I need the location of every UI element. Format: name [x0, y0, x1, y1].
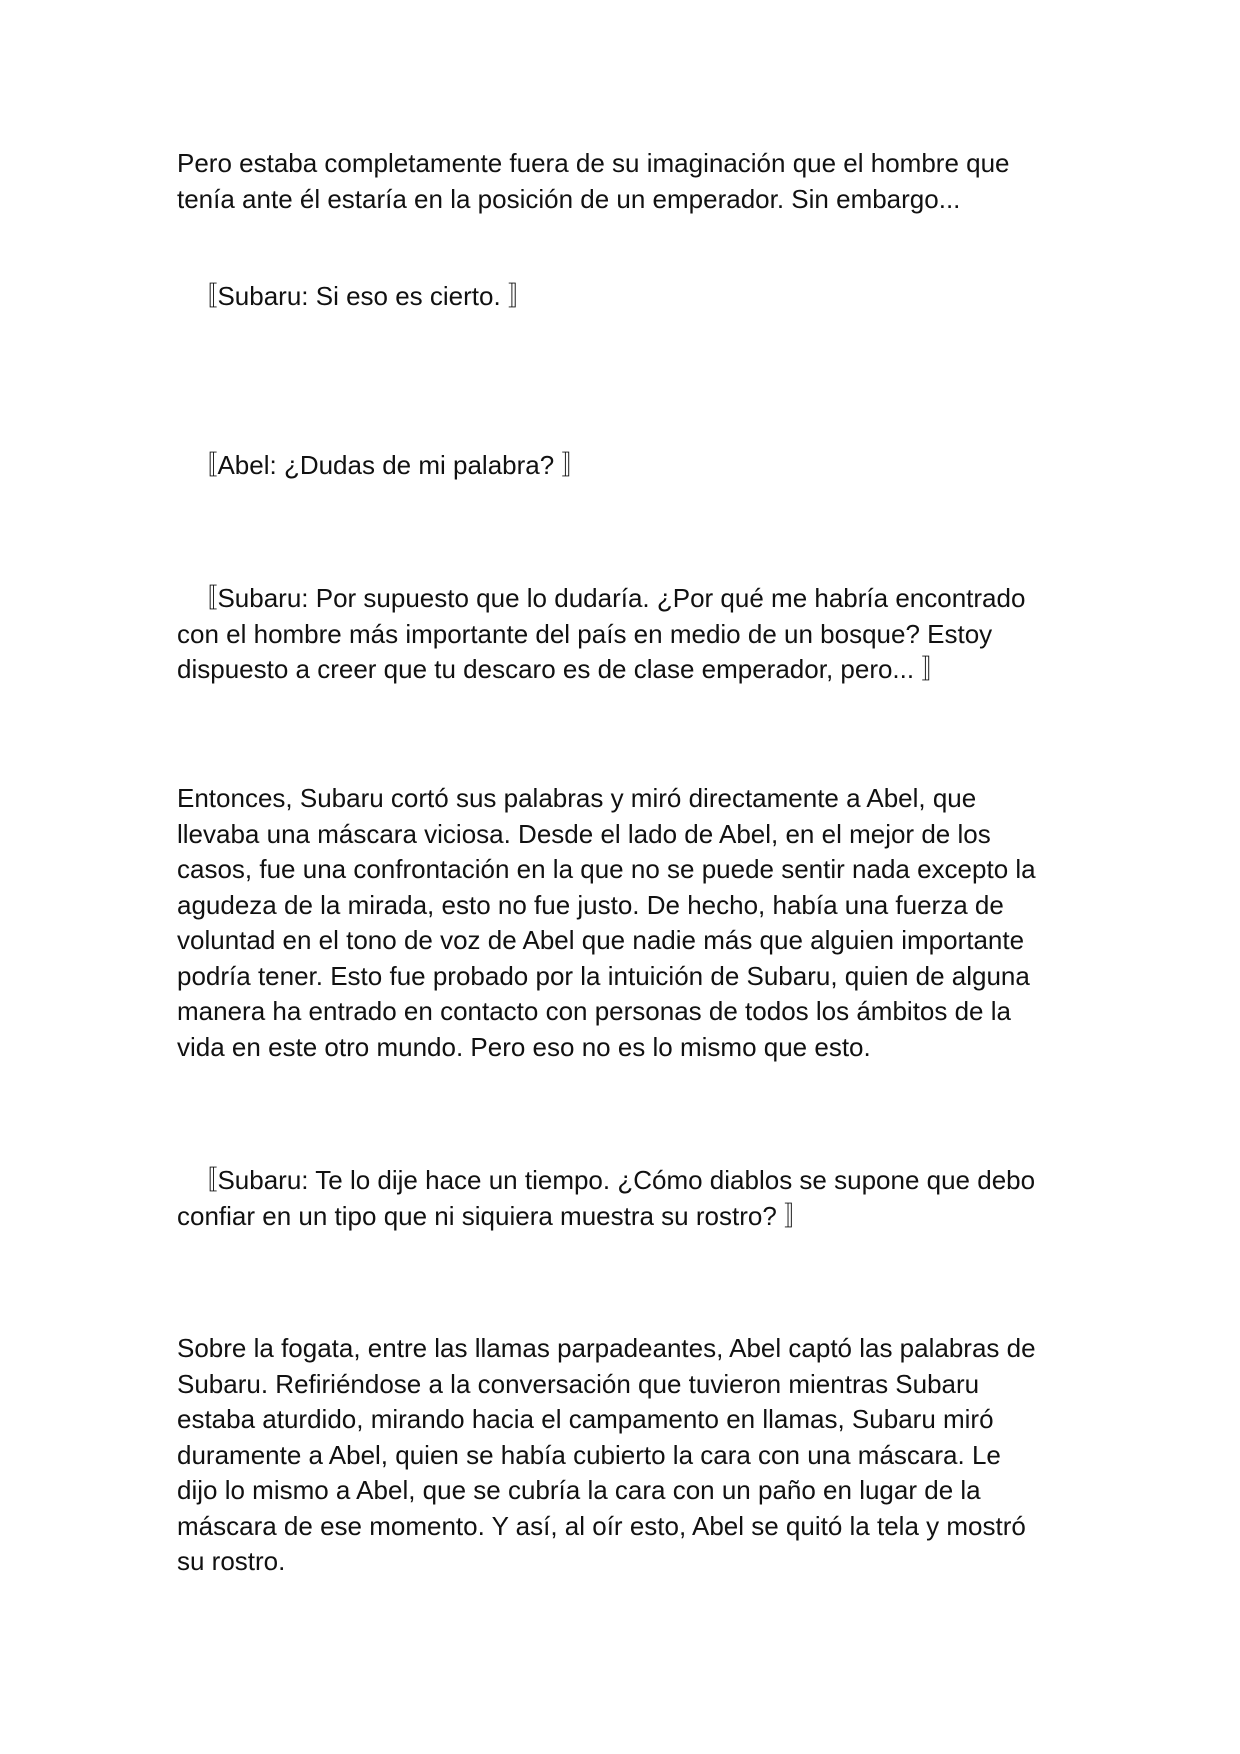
paragraph-1: Pero estaba completamente fuera de su imaginación que el hombre que tenía ante él estaría en la posición de un emperador. Sin embargo... — [177, 148, 1010, 214]
paragraph-2: Entonces, Subaru cortó sus palabras y miró directamente a Abel, que llevaba una máscara viciosa. Desde el lado de Abel, en el mejor de los casos, fue una confrontación en la que no se puede sentir nada excepto la agudeza de la mirada, esto no fue justo. De hecho, había una fuerza de voluntad en el tono de voz de Abel que nadie más que alguien importante podría tener. Esto fue probado por la intuición de Subaru, quien de alguna manera ha entrado en contacto con personas de todos los ámbitos de la vida en este otro mundo. Pero eso no es lo mismo que esto. — [177, 783, 1036, 1062]
dialogue-subaru-1: 〚Subaru: Si eso es cierto. 〛 — [177, 281, 534, 311]
paragraph-3: Sobre la fogata, entre las llamas parpadeantes, Abel captó las palabras de Subaru. Refiriéndose a la conversación que tuvieron mientras Subaru estaba aturdido, mirando hacia el campamento en llamas, Subaru miró duramente a Abel, quien se había cubierto la cara con una máscara. Le dijo lo mismo a Abel, que se cubría la cara con un paño en lugar de la máscara de ese momento. Y así, al oír esto, Abel se quitó la tela y mostró su rostro. — [177, 1333, 1036, 1576]
dialogue-subaru-3: 〚Subaru: Te lo dije hace un tiempo. ¿Cómo diablos se supone que debo confiar en un tipo que ni siquiera muestra su rostro? 〛 — [177, 1165, 1036, 1231]
dialogue-subaru-2: 〚Subaru: Por supuesto que lo dudaría. ¿Por qué me habría encontrado con el hombre más importante del país en medio de un bosque? Estoy dispuesto a creer que tu descaro es de clase emperador, pero... 〛 — [177, 583, 1026, 684]
dialogue-abel-1: 〚Abel: ¿Dudas de mi palabra? 〛 — [177, 450, 588, 480]
